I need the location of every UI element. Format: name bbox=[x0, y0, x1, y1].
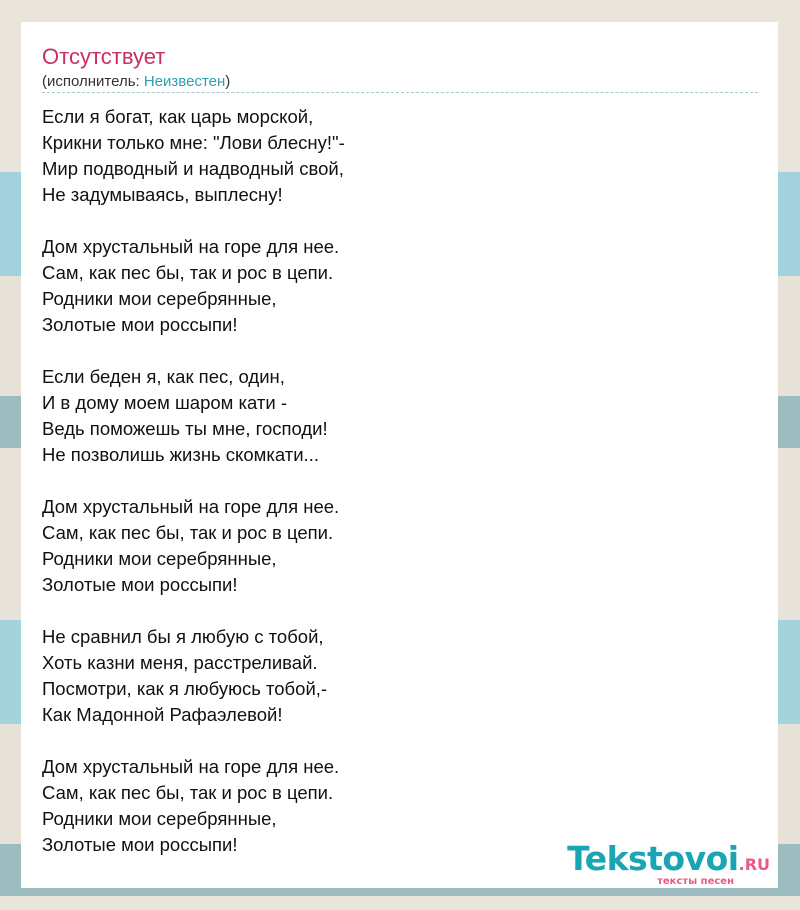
lyrics-line: Родники мои серебрянные, bbox=[42, 548, 277, 569]
lyrics-line: Хоть казни меня, расстреливай. bbox=[42, 652, 318, 673]
lyrics-line: Сам, как пес бы, так и рос в цепи. bbox=[42, 262, 334, 283]
lyrics-stanza bbox=[42, 234, 642, 338]
lyrics-line: И в дому моем шаром кати - bbox=[42, 392, 288, 413]
song-title: Отсутствует bbox=[42, 44, 166, 69]
lyrics-line: Не сравнил бы я любую с тобой, bbox=[42, 626, 324, 647]
lyrics-stanza bbox=[42, 624, 642, 728]
lyrics-stanza bbox=[42, 364, 642, 468]
lyrics-line: Сам, как пес бы, так и рос в цепи. bbox=[42, 522, 334, 543]
lyrics-line: Родники мои серебрянные, bbox=[42, 288, 277, 309]
lyrics-line: Не позволишь жизнь скомкати... bbox=[42, 444, 319, 465]
artist-line bbox=[42, 73, 230, 91]
logo-tld: .RU bbox=[738, 855, 770, 874]
lyrics-line: Посмотри, как я любуюсь тобой,- bbox=[42, 678, 328, 699]
lyrics-line: Золотые мои россыпи! bbox=[42, 314, 238, 335]
title-divider bbox=[42, 92, 758, 93]
lyrics-stanza bbox=[42, 494, 642, 598]
artist-suffix: ) bbox=[225, 73, 231, 90]
lyrics-line: Если я богат, как царь морской, bbox=[42, 106, 314, 127]
logo-tagline: тексты песен bbox=[657, 876, 734, 887]
lyrics-stanza bbox=[42, 104, 642, 208]
lyrics-line: Мир подводный и надводный свой, bbox=[42, 158, 344, 179]
lyrics-line: Золотые мои россыпи! bbox=[42, 574, 238, 595]
lyrics-line: Дом хрустальный на горе для нее. bbox=[42, 756, 340, 777]
lyrics-line: Если беден я, как пес, один, bbox=[42, 366, 285, 387]
artist-prefix: (исполнитель: bbox=[42, 73, 144, 90]
lyrics-line: Золотые мои россыпи! bbox=[42, 834, 238, 855]
lyrics-line: Сам, как пес бы, так и рос в цепи. bbox=[42, 782, 334, 803]
lyrics-line: Дом хрустальный на горе для нее. bbox=[42, 236, 340, 257]
site-logo[interactable] bbox=[550, 841, 770, 887]
lyrics-line: Ведь поможешь ты мне, господи! bbox=[42, 418, 328, 439]
lyrics-line: Как Мадонной Рафаэлевой! bbox=[42, 704, 283, 725]
lyrics-line: Не задумываясь, выплесну! bbox=[42, 184, 283, 205]
lyrics-text bbox=[42, 104, 642, 884]
logo-main-text: Tekstovoi bbox=[567, 839, 739, 878]
artist-link[interactable]: Неизвестен bbox=[143, 73, 226, 90]
lyrics-line: Дом хрустальный на горе для нее. bbox=[42, 496, 340, 517]
lyrics-line: Родники мои серебрянные, bbox=[42, 808, 277, 829]
lyrics-card bbox=[21, 22, 778, 888]
lyrics-line: Крикни только мне: "Лови блесну!"- bbox=[42, 132, 345, 153]
